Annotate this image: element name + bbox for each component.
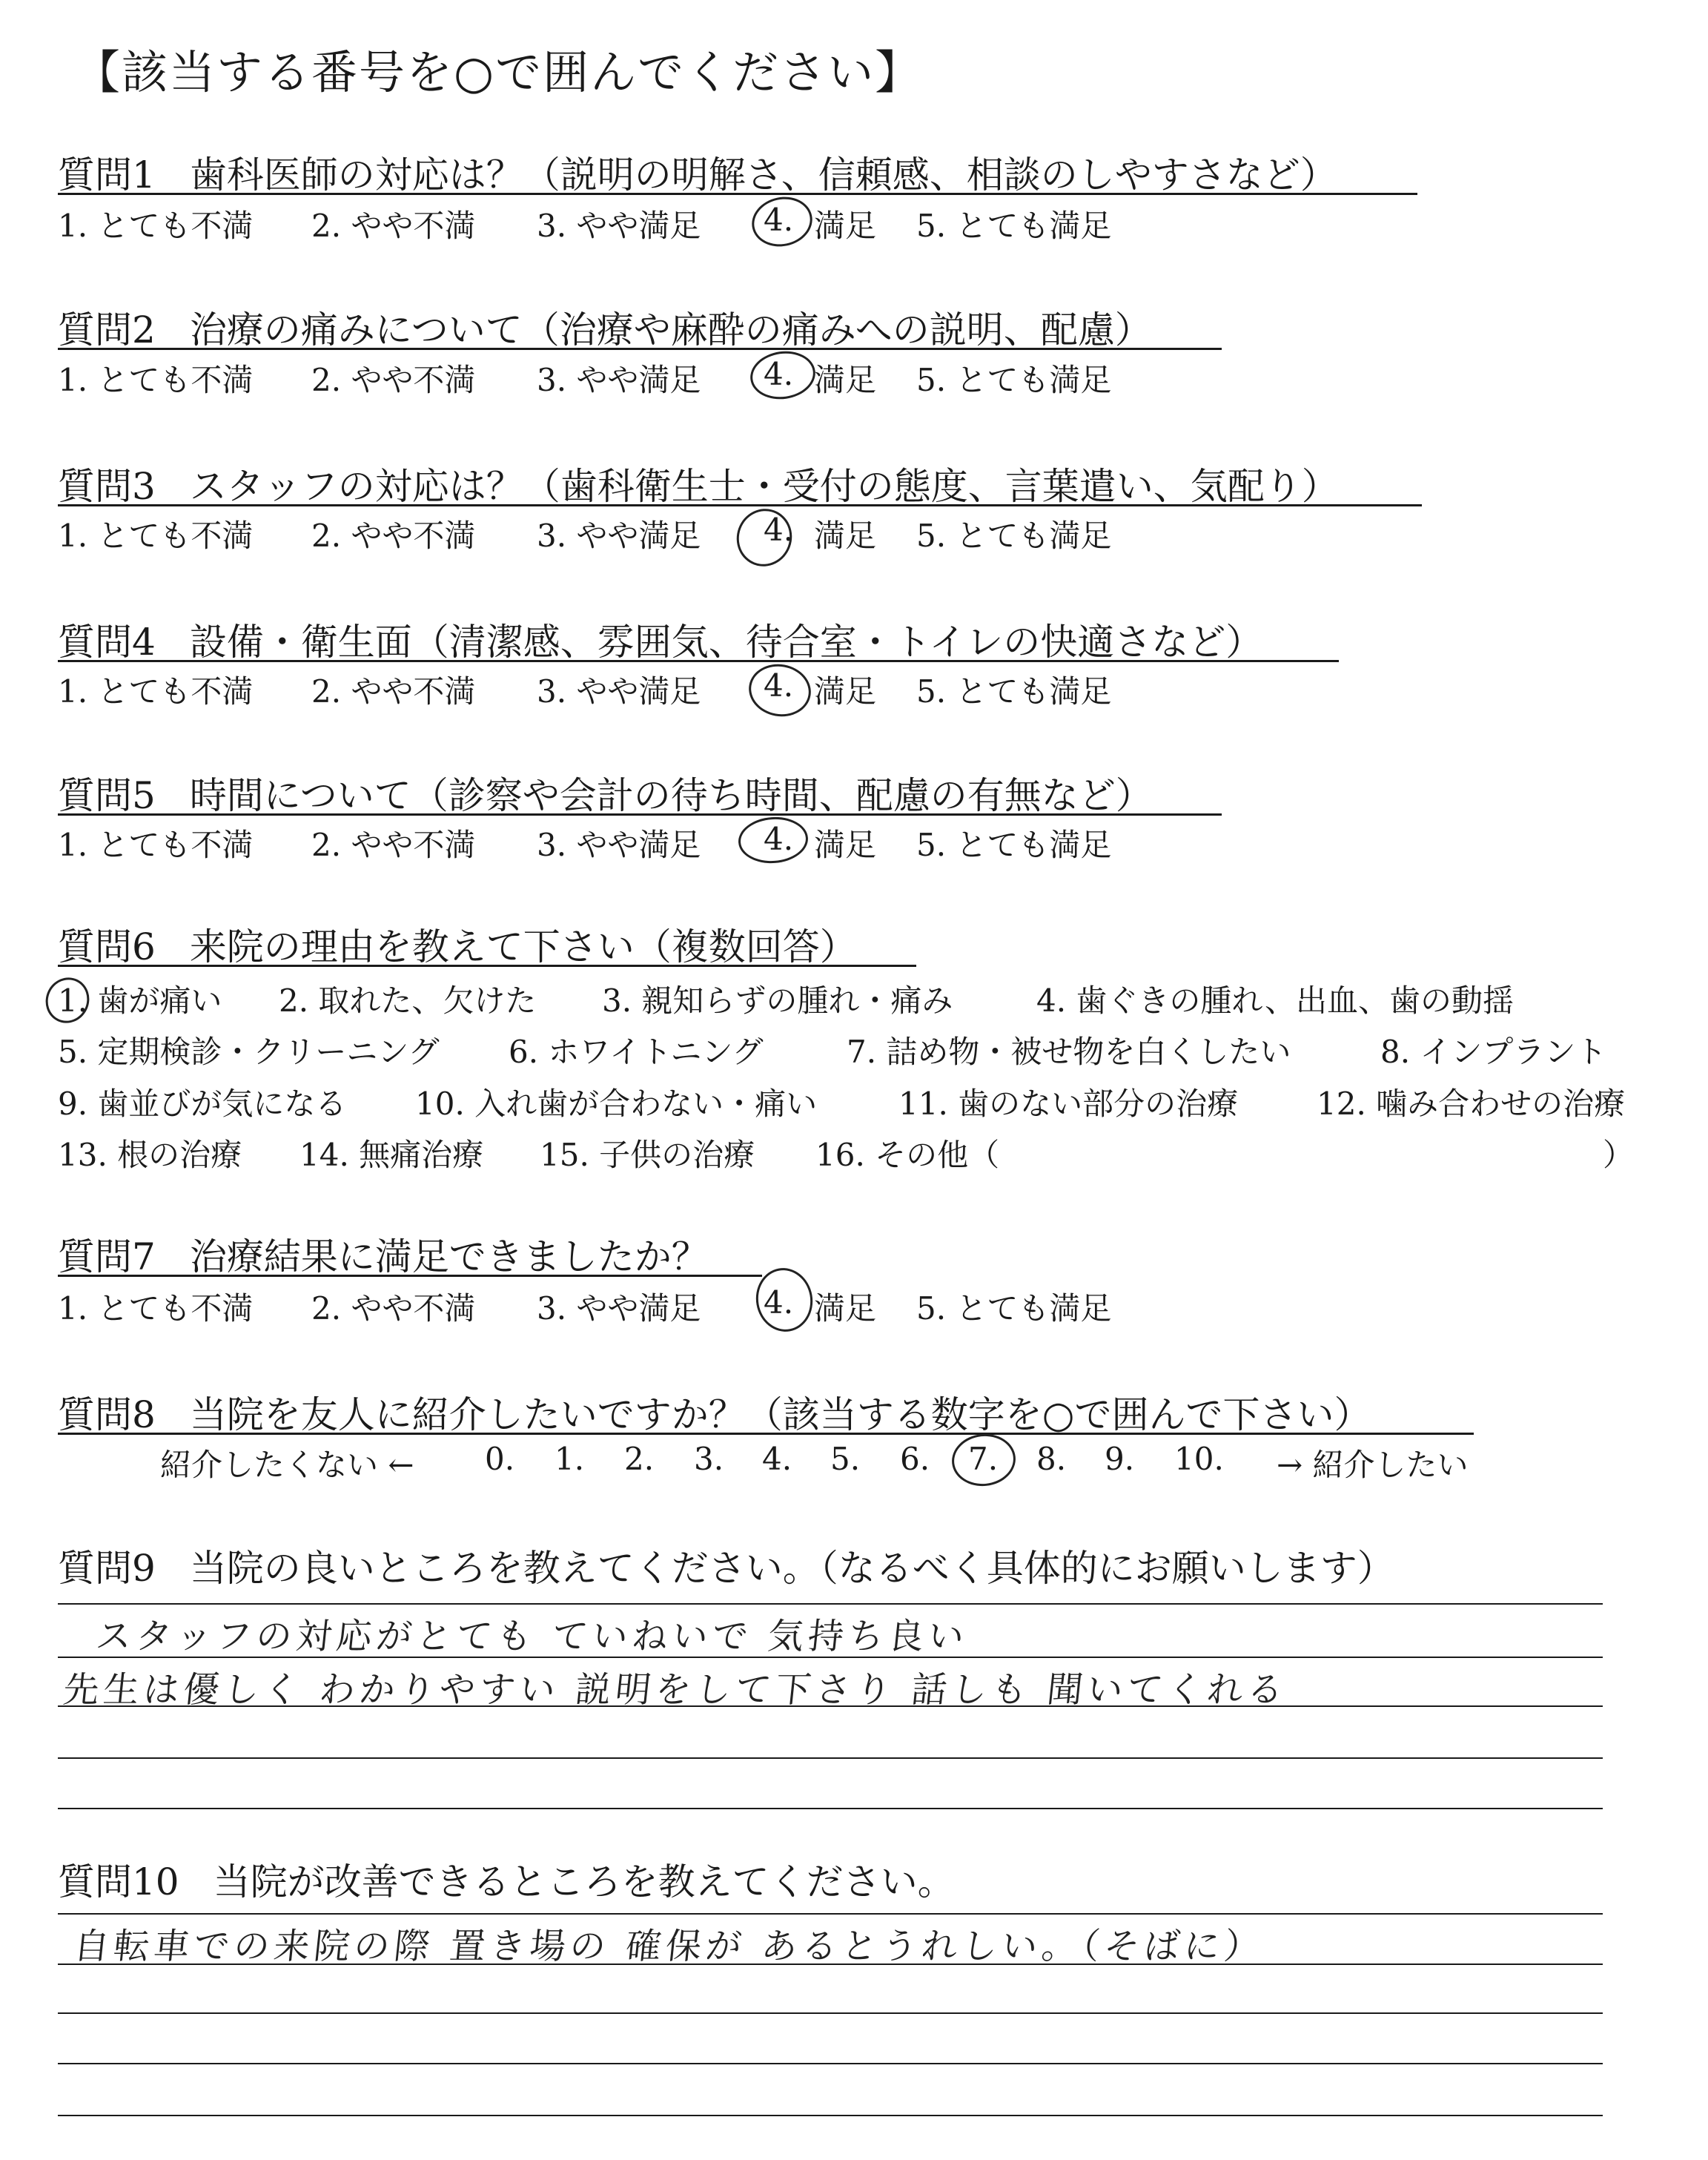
option-4-label[interactable]: 満足 <box>814 673 877 710</box>
option-5[interactable]: 5. とても満足 <box>916 827 1112 863</box>
question-text: 当院の良いところを教えてください。（なるべく具体的にお願いします） <box>189 1547 1394 1590</box>
option-4[interactable]: 4. <box>764 512 794 548</box>
q6-option-16[interactable]: 16. その他（ <box>815 1137 1000 1173</box>
option-1[interactable]: 1. とても不満 <box>58 362 254 398</box>
option-2[interactable]: 2. やや不満 <box>311 673 476 710</box>
question-number: 質問9 <box>58 1547 156 1590</box>
q6-option-2[interactable]: 2. 取れた、欠けた <box>279 982 537 1019</box>
handwritten-answer: 先生は優しく わかりやすい 説明をして下さり 話しも 聞いてくれる <box>61 1669 1290 1711</box>
question-number: 質問10 <box>58 1860 179 1903</box>
option-4[interactable]: 4. <box>764 667 794 704</box>
question-text: 治療の痛みについて（治療や麻酔の痛みへの説明、配慮） <box>189 308 1152 351</box>
question-6 <box>58 917 857 971</box>
answer-line <box>58 2012 1603 2014</box>
question-underline <box>58 813 1222 816</box>
option-4-label[interactable]: 満足 <box>814 208 877 244</box>
q6-other-close-paren: ） <box>1603 1137 1635 1173</box>
question-text: スタッフの対応は？（歯科衛生士・受付の態度、言葉遣い、気配り） <box>189 465 1339 508</box>
question-number: 質問4 <box>58 621 156 664</box>
question-number: 質問5 <box>58 774 156 817</box>
selection-circle <box>737 815 810 865</box>
option-4-label[interactable]: 満足 <box>814 1290 877 1327</box>
question-underline <box>58 348 1222 350</box>
question-number: 質問3 <box>58 465 156 508</box>
option-4-label[interactable]: 満足 <box>814 362 877 398</box>
option-1[interactable]: 1. とても不満 <box>58 827 254 863</box>
question-underline <box>58 1275 762 1277</box>
question-number: 質問8 <box>58 1393 156 1436</box>
question-underline <box>58 660 1339 662</box>
q6-option-6[interactable]: 6. ホワイトニング <box>509 1034 764 1070</box>
question-text: 歯科医師の対応は？（説明の明解さ、信頼感、相談のしやすさなど） <box>189 153 1337 196</box>
question-3 <box>58 457 1339 510</box>
q6-option-13[interactable]: 13. 根の治療 <box>58 1137 242 1173</box>
option-4-label[interactable]: 満足 <box>814 827 877 863</box>
scale-4[interactable]: 4. <box>762 1441 792 1477</box>
option-2[interactable]: 2. やや不満 <box>311 518 476 554</box>
answer-line <box>58 1808 1603 1809</box>
scale-right-label: → 紹介したい <box>1277 1447 1469 1483</box>
scale-8[interactable]: 8. <box>1036 1441 1067 1477</box>
option-5[interactable]: 5. とても満足 <box>916 362 1112 398</box>
answer-line <box>58 1757 1603 1759</box>
option-3[interactable]: 3. やや満足 <box>537 362 701 398</box>
q6-option-8[interactable]: 8. インプラント <box>1380 1034 1607 1070</box>
question-underline <box>58 193 1417 195</box>
question-underline <box>58 504 1422 506</box>
question-text: 来院の理由を教えて下さい（複数回答） <box>189 925 857 968</box>
question-text: 設備・衛生面（清潔感、雰囲気、待合室・トイレの快適さなど） <box>189 621 1263 664</box>
scale-10[interactable]: 10. <box>1174 1441 1224 1477</box>
scale-7[interactable]: 7. <box>968 1441 999 1477</box>
q6-option-1[interactable]: 1. 歯が痛い <box>58 982 222 1019</box>
option-5[interactable]: 5. とても満足 <box>916 208 1112 244</box>
option-3[interactable]: 3. やや満足 <box>537 208 701 244</box>
option-4[interactable]: 4. <box>764 356 794 392</box>
option-4[interactable]: 4. <box>764 1284 794 1321</box>
selection-circle <box>747 191 817 252</box>
question-number: 質問6 <box>58 925 156 968</box>
q6-option-12[interactable]: 12. 噛み合わせの治療 <box>1317 1086 1626 1122</box>
page-title: 【該当する番号を○で囲んでください】 <box>74 45 923 99</box>
question-number: 質問1 <box>58 153 156 196</box>
selection-circle <box>745 659 815 721</box>
option-1[interactable]: 1. とても不満 <box>58 1290 254 1327</box>
handwritten-answer: スタッフの対応がとても ていねいで 気持ち良い <box>93 1616 971 1657</box>
option-1[interactable]: 1. とても不満 <box>58 673 254 710</box>
option-2[interactable]: 2. やや不満 <box>311 362 476 398</box>
question-underline <box>58 965 916 967</box>
option-1[interactable]: 1. とても不満 <box>58 208 254 244</box>
scale-0[interactable]: 0. <box>485 1441 515 1477</box>
question-7 <box>58 1227 709 1281</box>
question-2 <box>58 300 1152 354</box>
option-3[interactable]: 3. やや満足 <box>537 518 701 554</box>
option-5[interactable]: 5. とても満足 <box>916 673 1112 710</box>
selection-circle <box>950 1431 1019 1490</box>
answer-line <box>58 2063 1603 2064</box>
q6-option-10[interactable]: 10. 入れ歯が合わない・痛い <box>415 1086 818 1122</box>
selection-circle <box>747 347 818 403</box>
option-4[interactable]: 4. <box>764 821 794 857</box>
option-4[interactable]: 4. <box>764 202 794 238</box>
option-2[interactable]: 2. やや不満 <box>311 208 476 244</box>
scale-5[interactable]: 5. <box>830 1441 861 1477</box>
question-4 <box>58 612 1262 666</box>
scale-6[interactable]: 6. <box>900 1441 930 1477</box>
option-2[interactable]: 2. やや不満 <box>311 1290 476 1327</box>
option-5[interactable]: 5. とても満足 <box>916 518 1112 554</box>
question-text: 当院が改善できるところを教えてください。 <box>213 1860 955 1903</box>
scale-2[interactable]: 2. <box>624 1441 655 1477</box>
option-3[interactable]: 3. やや満足 <box>537 673 701 710</box>
q6-option-7[interactable]: 7. 詰め物・被せ物を白くしたい <box>847 1034 1291 1070</box>
option-2[interactable]: 2. やや不満 <box>311 827 476 863</box>
option-5[interactable]: 5. とても満足 <box>916 1290 1112 1327</box>
q6-option-3[interactable]: 3. 親知らずの腫れ・痛み <box>602 982 953 1019</box>
question-text: 時間について（診察や会計の待ち時間、配慮の有無など） <box>189 774 1153 817</box>
q6-option-4[interactable]: 4. 歯ぐきの腫れ、出血、歯の動揺 <box>1036 982 1514 1019</box>
answer-line <box>58 1603 1603 1605</box>
question-underline <box>58 1433 1474 1435</box>
option-1[interactable]: 1. とても不満 <box>58 518 254 554</box>
question-9 <box>58 1539 1394 1592</box>
q6-option-9[interactable]: 9. 歯並びが気になる <box>58 1086 347 1122</box>
option-3[interactable]: 3. やや満足 <box>537 1290 701 1327</box>
answer-line <box>58 1913 1603 1915</box>
q6-option-15[interactable]: 15. 子供の治療 <box>540 1137 755 1173</box>
question-5 <box>58 766 1153 819</box>
question-number: 質問2 <box>58 308 156 351</box>
question-number: 質問7 <box>58 1235 156 1278</box>
question-text: 当院を友人に紹介したいですか？（該当する数字を○で囲んで下さい） <box>189 1393 1371 1436</box>
option-4-label[interactable]: 満足 <box>814 518 877 554</box>
scale-3[interactable]: 3. <box>694 1441 724 1477</box>
answer-line <box>58 2115 1603 2116</box>
handwritten-answer: 自転車での来院の際 置き場の 確保が あるとうれしい。（そばに） <box>71 1926 1267 1967</box>
question-text: 治療結果に満足できましたか？ <box>189 1235 709 1278</box>
q6-option-14[interactable]: 14. 無痛治療 <box>299 1137 484 1173</box>
question-8 <box>58 1385 1371 1439</box>
scale-1[interactable]: 1. <box>555 1441 585 1477</box>
question-10 <box>58 1852 955 1906</box>
scale-9[interactable]: 9. <box>1105 1441 1135 1477</box>
option-3[interactable]: 3. やや満足 <box>537 827 701 863</box>
q6-option-5[interactable]: 5. 定期検診・クリーニング <box>58 1034 440 1070</box>
q6-option-11[interactable]: 11. 歯のない部分の治療 <box>898 1086 1239 1122</box>
scale-left-label: 紹介したくない ← <box>160 1447 414 1483</box>
question-1 <box>58 145 1337 199</box>
